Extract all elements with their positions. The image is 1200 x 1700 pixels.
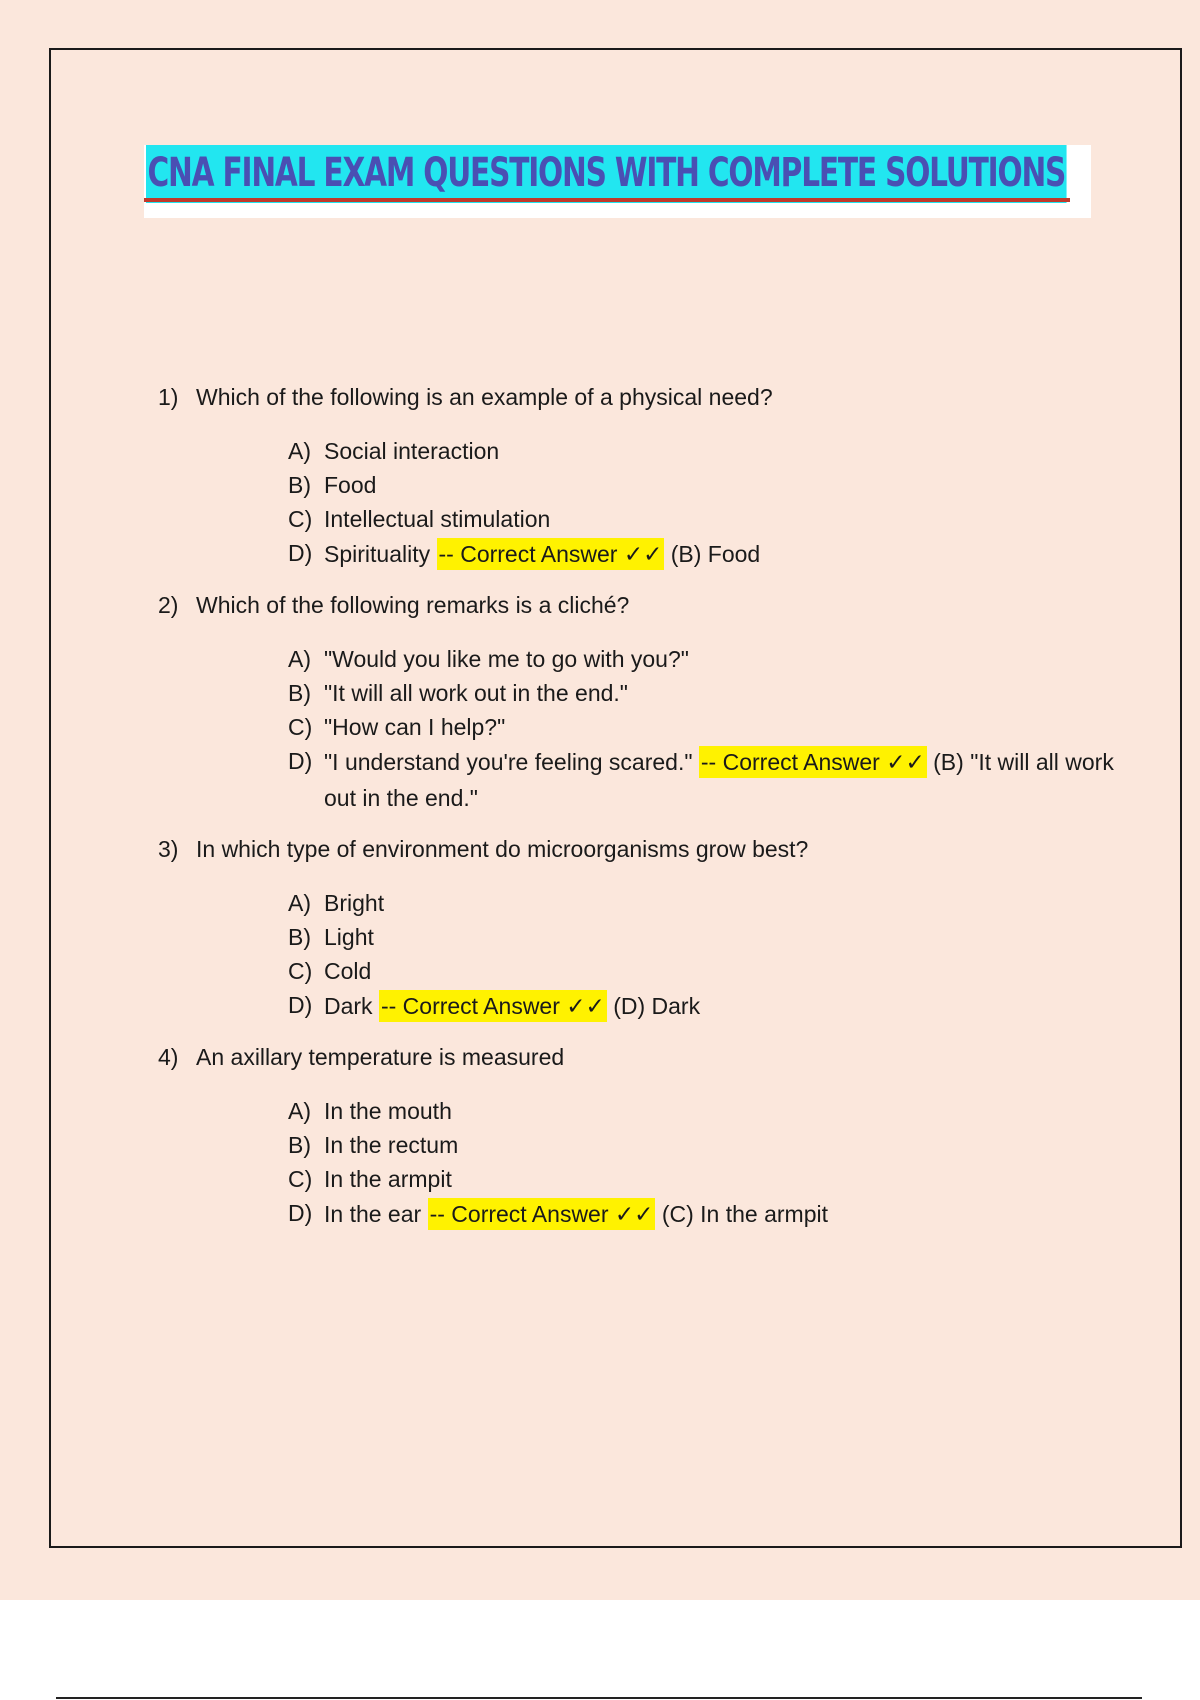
option-text-with-answer [324, 744, 1118, 816]
correct-answer-highlight: -- Correct Answer ✓✓ [379, 990, 607, 1022]
option-text: Cold [324, 958, 372, 984]
option-letter: A) [288, 646, 311, 672]
option-letter: D) [288, 992, 313, 1018]
option-b [288, 920, 1118, 954]
option-a [288, 434, 1118, 468]
question-4 [158, 1040, 1118, 1232]
option-text: Social interaction [324, 438, 500, 464]
option-letter: B) [288, 472, 311, 498]
option-text: "How can I help?" [324, 714, 506, 740]
title-underline [144, 198, 1070, 202]
question-1 [158, 380, 1118, 572]
correct-answer: (D) Dark [613, 993, 701, 1019]
question-2 [158, 588, 1118, 816]
question-list [158, 380, 1118, 1248]
option-d [288, 744, 1118, 816]
option-letter: B) [288, 924, 311, 950]
correct-answer: (C) In the armpit [661, 1201, 828, 1227]
option-d [288, 536, 1118, 572]
option-letter: D) [288, 540, 313, 566]
option-letter: A) [288, 438, 311, 464]
question-number: 4) [158, 1044, 179, 1070]
question-number: 2) [158, 592, 179, 618]
option-letter: C) [288, 958, 313, 984]
option-text-with-answer [324, 988, 1118, 1024]
option-text: Food [324, 472, 377, 498]
option-list [288, 886, 1118, 1024]
option-text: In the armpit [324, 1166, 452, 1192]
option-b [288, 676, 1118, 710]
document-title: CNA FINAL EXAM QUESTIONS WITH COMPLETE SOLUTIONS [146, 145, 1067, 203]
option-text: Spirituality [324, 541, 431, 567]
option-text: Dark [324, 993, 373, 1019]
option-letter: C) [288, 714, 313, 740]
question-number: 1) [158, 384, 179, 410]
correct-answer: (B) Food [670, 541, 761, 567]
question-text: An axillary temperature is measured [196, 1044, 565, 1070]
option-text-with-answer [324, 1196, 1118, 1232]
option-a [288, 1094, 1118, 1128]
question-text: In which type of environment do microorganisms grow best? [196, 836, 809, 862]
option-a [288, 886, 1118, 920]
correct-answer-highlight: -- Correct Answer ✓✓ [428, 1198, 656, 1230]
option-letter: D) [288, 748, 313, 774]
option-letter: D) [288, 1200, 313, 1226]
option-list [288, 434, 1118, 572]
option-a [288, 642, 1118, 676]
option-c [288, 502, 1118, 536]
correct-answer-highlight: -- Correct Answer ✓✓ [437, 538, 665, 570]
option-text: "I understand you're feeling scared." [324, 749, 693, 775]
option-text: "It will all work out in the end." [324, 680, 628, 706]
option-letter: A) [288, 1098, 311, 1124]
question-3 [158, 832, 1118, 1024]
option-d [288, 988, 1118, 1024]
title-block [144, 145, 1091, 218]
question-number: 3) [158, 836, 179, 862]
option-text: In the rectum [324, 1132, 459, 1158]
option-text: In the ear [324, 1201, 422, 1227]
option-list [288, 642, 1118, 816]
correct-answer: (B) "It will all work out in the end." [324, 749, 1114, 811]
option-letter: C) [288, 1166, 313, 1192]
option-text-with-answer [324, 536, 1118, 572]
option-text: Light [324, 924, 374, 950]
option-d [288, 1196, 1118, 1232]
option-c [288, 1162, 1118, 1196]
option-c [288, 954, 1118, 988]
footer-rule [56, 1697, 1142, 1699]
option-letter: B) [288, 680, 311, 706]
option-b [288, 1128, 1118, 1162]
option-text: In the mouth [324, 1098, 452, 1124]
option-letter: B) [288, 1132, 311, 1158]
question-text: Which of the following remarks is a cliché? [196, 592, 630, 618]
option-b [288, 468, 1118, 502]
option-letter: C) [288, 506, 313, 532]
question-text: Which of the following is an example of a physical need? [196, 384, 773, 410]
option-text: Bright [324, 890, 385, 916]
option-text: "Would you like me to go with you?" [324, 646, 689, 672]
option-letter: A) [288, 890, 311, 916]
option-c [288, 710, 1118, 744]
option-list [288, 1094, 1118, 1232]
correct-answer-highlight: -- Correct Answer ✓✓ [699, 746, 927, 778]
option-text: Intellectual stimulation [324, 506, 551, 532]
